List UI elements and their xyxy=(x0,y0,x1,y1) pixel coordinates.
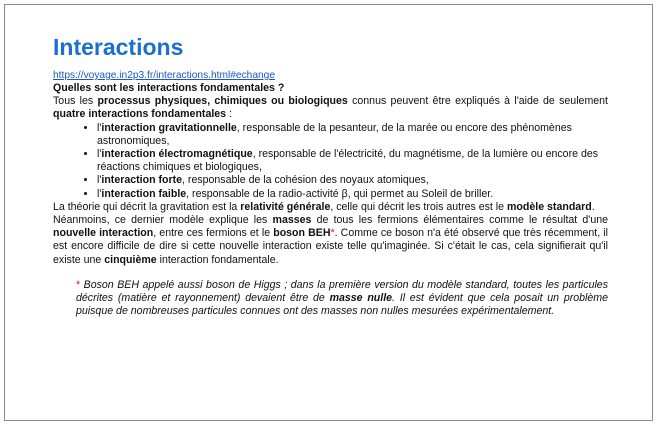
intro-paragraph xyxy=(53,95,608,121)
list-item-bold: interaction électromagnétique xyxy=(101,148,253,161)
footnote xyxy=(53,279,608,319)
list-item-prefix: l' xyxy=(97,121,102,134)
list-item-text: , responsable de la radio-activité β, qui permet au Soleil de briller. xyxy=(186,187,494,200)
theory-text-3: . xyxy=(591,200,595,213)
nean-bold-3: boson BEH xyxy=(273,227,331,240)
list-item xyxy=(97,148,608,174)
list-item-bold: interaction faible xyxy=(101,187,187,200)
list-item xyxy=(97,188,608,201)
footnote-text-1: Boson BEH appelé aussi boson de Higgs ; dans la première version du modèle standard, toutes les particules décrites (matière et rayonnement) devaient être de xyxy=(76,278,608,305)
intro-text-1: Tous les xyxy=(53,95,98,108)
document-frame xyxy=(4,4,653,421)
list-item-bold: interaction gravitationnelle xyxy=(101,121,237,134)
nean-bold-1: masses xyxy=(272,214,312,227)
nean-text-5: interaction fondamentale. xyxy=(156,253,279,266)
footnote-star: * xyxy=(76,278,81,291)
question-heading: Quelles sont les interactions fondamentales ? xyxy=(53,82,285,94)
theory-bold-1: relativité générale xyxy=(240,200,331,213)
list-item-prefix: l' xyxy=(97,187,102,200)
theory-bold-2: modèle standard xyxy=(507,200,592,213)
list-item-prefix: l' xyxy=(97,174,102,187)
footnote-bold-1: masse nulle xyxy=(329,292,393,305)
interaction-list xyxy=(53,122,608,201)
nean-text-2: de tous les fermions élémentaires comme le résultat d'une xyxy=(311,214,608,227)
intro-text-3: : xyxy=(226,108,232,121)
page-title: Interactions xyxy=(53,34,184,60)
list-item xyxy=(97,122,608,148)
intro-bold-2: quatre interactions fondamentales xyxy=(53,108,227,121)
list-item-text: , responsable de la cohésion des noyaux atomiques, xyxy=(182,174,429,187)
list-item xyxy=(97,174,608,187)
list-item-text: , responsable de l'électricité, du magnétisme, de la lumière ou encore des réactions chimiques et biologiques, xyxy=(97,148,599,174)
footnote-marker: * xyxy=(330,227,335,240)
list-item-text: , responsable de la pesanteur, de la marée ou encore des phénomènes astronomiques, xyxy=(97,121,572,147)
intro-bold-1: processus physiques, chimiques ou biologiques xyxy=(97,95,348,108)
list-item-prefix: l' xyxy=(97,148,102,161)
list-item-bold: interaction forte xyxy=(101,174,183,187)
nean-text-4: . Comme ce boson n'a été observé que très récemment, il est encore difficile de dire si cette nouvelle interaction existe telle qu'imaginée. Si c'était le cas, cela signifierait qu'il existe une xyxy=(53,227,609,266)
source-link[interactable]: https://voyage.in2p3.fr/interactions.html#echange xyxy=(53,70,275,81)
neanmoins-paragraph xyxy=(53,214,608,267)
theory-text-1: La théorie qui décrit la gravitation est la xyxy=(53,200,241,213)
footnote-text-2: . Il est évident que cela posait un problème puisque de nombreuses particules connues ont des masses non nulles mesurées expérimentalement. xyxy=(76,292,608,318)
theory-text-2: , celle qui décrit les trois autres est le xyxy=(330,200,507,213)
document-content xyxy=(53,33,608,318)
nean-text-1: Néanmoins, ce dernier modèle explique les xyxy=(53,214,273,227)
nean-bold-4: cinquième xyxy=(104,253,157,266)
nean-text-3: , entre ces fermions et le xyxy=(153,227,274,240)
intro-text-2: connus peuvent être expliqués à l'aide de seulement xyxy=(347,95,608,108)
theory-paragraph xyxy=(53,201,608,214)
nean-bold-2: nouvelle interaction xyxy=(53,227,154,240)
